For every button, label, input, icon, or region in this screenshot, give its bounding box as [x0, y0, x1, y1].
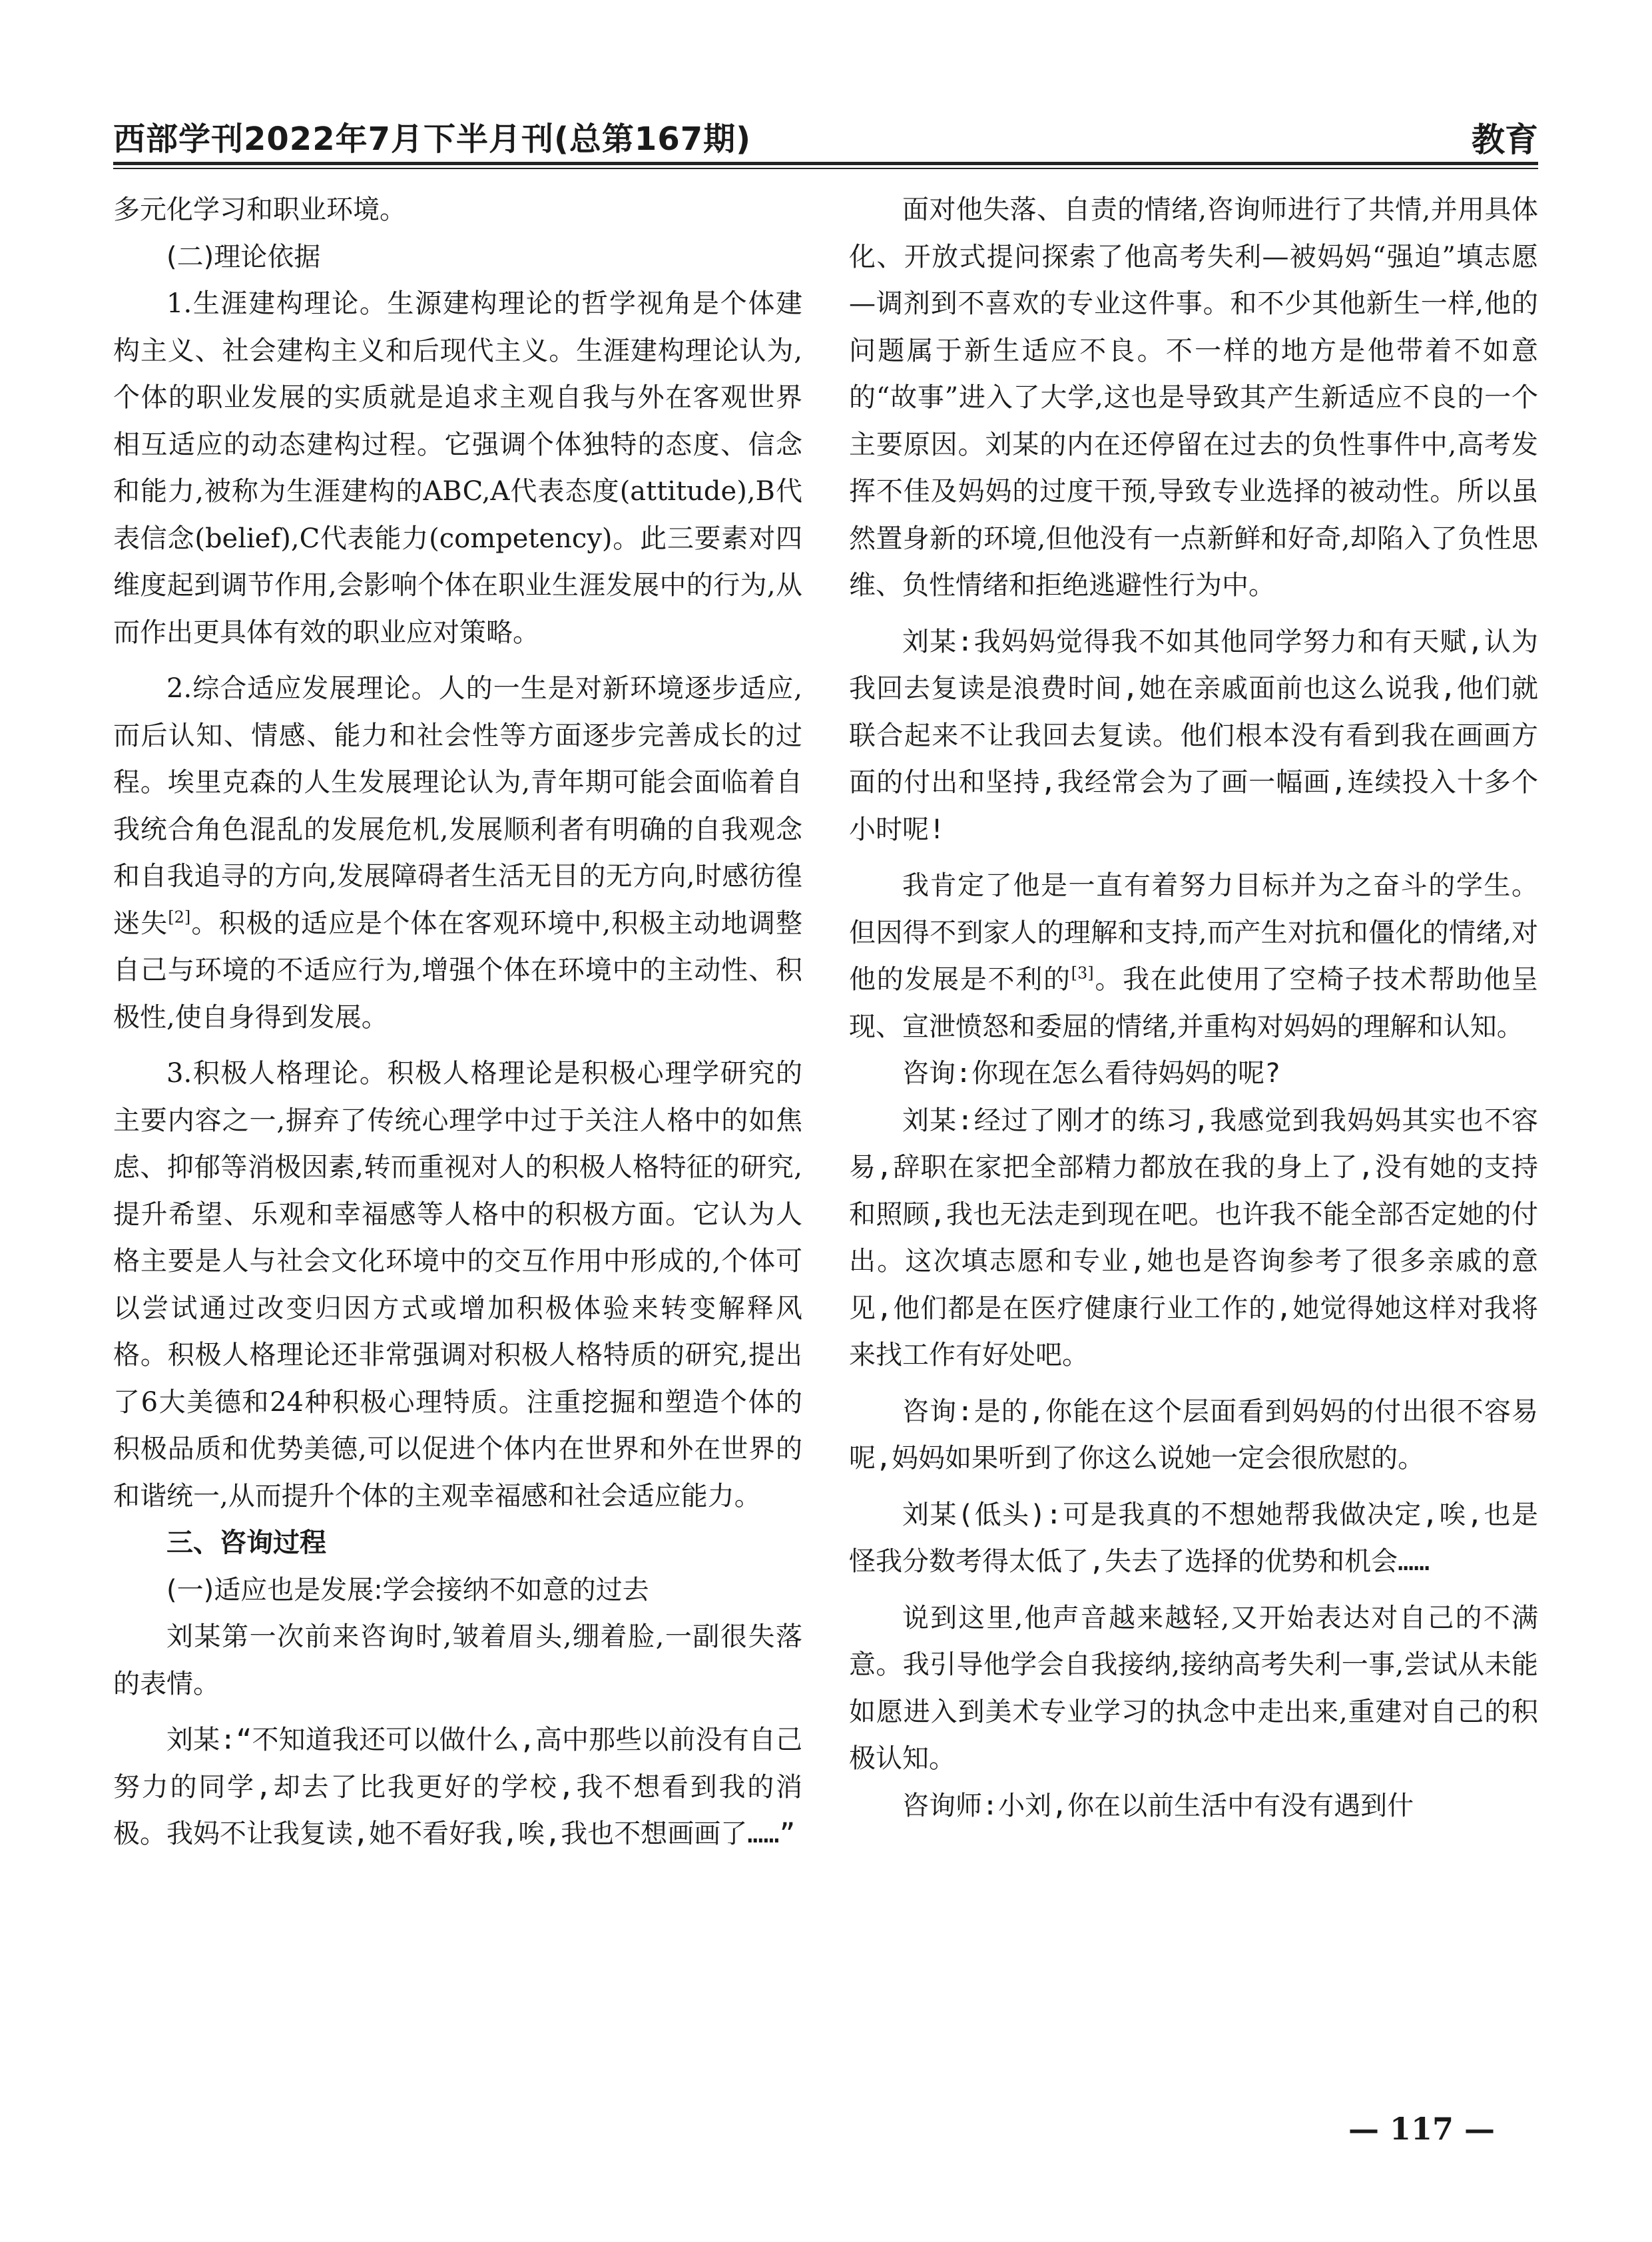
- text-span: 我肯定了他是一直有着努力目标并为之奋斗的学生。但因得不到家人的理解和支持,而产生对抗和僵化的情绪,对他的发展是不利的: [849, 870, 1538, 995]
- text-span: 2.综合适应发展理论。人的一生是对新环境逐步适应,而后认知、情感、能力和社会性等方面逐步完善成长的过程。埃里克森的人生发展理论认为,青年期可能会面临着自我统合角色混乱的发展危机,发展顺利者有明确的自我观念和自我追寻的方向,发展障碍者生活无目的无方向,时感彷徨迷失: [113, 673, 802, 939]
- paragraph-career-construction: 1.生涯建构理论。生源建构理论的哲学视角是个体建构主义、社会建构主义和后现代主义。生涯建构理论认为,个体的职业发展的实质就是追求主观自我与外在客观世界相互适应的动态建构过程。它强调个体独特的态度、信念和能力,被称为生涯建构的ABC,A代表态度(attitude),B代表信念(belief),C代表能力(competency)。此三要素对四维度起到调节作用,会影响个体在职业生涯发展中的行为,从而作出更具体有效的职业应对策略。: [113, 288, 802, 648]
- dialog-client-2: 刘某:我妈妈觉得我不如其他同学努力和有天赋,认为我回去复读是浪费时间,她在亲戚面前也这么说我,他们就联合起来不让我回去复读。他们根本没有看到我在画画方面的付出和坚持,我经常会为了画一幅画,连续投入十多个小时呢!: [849, 626, 1538, 845]
- section-heading-process: 三、咨询过程: [166, 1528, 326, 1558]
- citation-ref: [3]: [1071, 964, 1094, 983]
- paragraph-adaptation-theory: [113, 665, 802, 1041]
- paragraph-positive-personality: 3.积极人格理论。积极人格理论是积极心理学研究的主要内容之一,摒弃了传统心理学中过于关注人格中的如焦虑、抑郁等消极因素,转而重视对人的积极人格特征的研究,提升希望、乐观和幸福感等人格中的积极方面。它认为人格主要是人与社会文化环境中的交互作用中形成的,个体可以尝试通过改变归因方式或增加积极体验来转变解释风格。积极人格理论还非常强调对积极人格特质的研究,提出了6大美德和24种积极心理特质。注重挖掘和塑造个体的积极品质和优势美德,可以促进个体内在世界和外在世界的和谐统一,从而提升个体的主观幸福感和社会适应能力。: [113, 1058, 802, 1512]
- dialog-client-4: 刘某(低头):可是我真的不想她帮我做决定,唉,也是怪我分数考得太低了,失去了选择的优势和机会……: [849, 1499, 1538, 1577]
- dialog-client-1: 刘某:“不知道我还可以做什么,高中那些以前没有自己努力的同学,却去了比我更好的学校,我不想看到我的消极。我妈不让我复读,她不看好我,唉,我也不想画画了……”: [113, 1725, 802, 1849]
- section-label: 教育: [1472, 121, 1538, 159]
- page-number: — 117 —: [1348, 2111, 1496, 2147]
- running-header: [113, 107, 1538, 160]
- header-rule-thin: [113, 168, 1538, 169]
- dialog-counselor-1: 咨询:你现在怎么看待妈妈的呢?: [902, 1058, 1281, 1089]
- text-span: 。我在此使用了空椅子技术帮助他呈现、宣泄愤怒和委屈的情绪,并重构对妈妈的理解和认知。: [849, 964, 1539, 1042]
- subheading-adaptation: (一)适应也是发展:学会接纳不如意的过去: [166, 1574, 649, 1605]
- header-rule-thick: [113, 162, 1538, 165]
- paragraph-self-acceptance: 说到这里,他声音越来越轻,又开始表达对自己的不满意。我引导他学会自我接纳,接纳高考失利一事,尝试从未能如愿进入到美术专业学习的执念中走出来,重建对自己的积极认知。: [849, 1602, 1538, 1774]
- text-span: 。积极的适应是个体在客观环境中,积极主动地调整自己与环境的不适应行为,增强个体在环境中的主动性、积极性,使自身得到发展。: [113, 908, 802, 1033]
- paragraph-empty-chair: [849, 862, 1538, 1050]
- dialog-client-3: 刘某:经过了刚才的练习,我感觉到我妈妈其实也不容易,辞职在家把全部精力都放在我的身上了,没有她的支持和照顾,我也无法走到现在吧。也许我不能全部否定她的付出。这次填志愿和专业,她也是咨询参考了很多亲戚的意见,他们都是在医疗健康行业工作的,她觉得她这样对我将来找工作有好处吧。: [849, 1105, 1538, 1370]
- paragraph-first-visit: 刘某第一次前来咨询时,皱着眉头,绷着脸,一副很失落的表情。: [113, 1621, 802, 1699]
- citation-ref: [2]: [168, 908, 191, 927]
- paragraph-empathy: 面对他失落、自责的情绪,咨询师进行了共情,并用具体化、开放式提问探索了他高考失利—被妈妈“强迫”填志愿—调剂到不喜欢的专业这件事。和不少其他新生一样,他的问题属于新生适应不良。不一样的地方是他带着不如意的“故事”进入了大学,这也是导致其产生新适应不良的一个主要原因。刘某的内在还停留在过去的负性事件中,高考发挥不佳及妈妈的过度干预,导致专业选择的被动性。所以虽然置身新的环境,但他没有一点新鲜和好奇,却陷入了负性思维、负性情绪和拒绝逃避性行为中。: [849, 194, 1538, 601]
- subheading-theory: (二)理论依据: [166, 241, 321, 272]
- left-column: [113, 186, 802, 1858]
- paragraph-continued: 多元化学习和职业环境。: [113, 194, 406, 225]
- journal-issue-title: 西部学刊2022年7月下半月刊(总第167期): [113, 121, 752, 158]
- dialog-counselor-3: 咨询师:小刘,你在以前生活中有没有遇到什: [902, 1790, 1414, 1821]
- dialog-counselor-2: 咨询:是的,你能在这个层面看到妈妈的付出很不容易呢,妈妈如果听到了你这么说她一定会很欣慰的。: [849, 1396, 1538, 1474]
- right-column: [849, 186, 1538, 1829]
